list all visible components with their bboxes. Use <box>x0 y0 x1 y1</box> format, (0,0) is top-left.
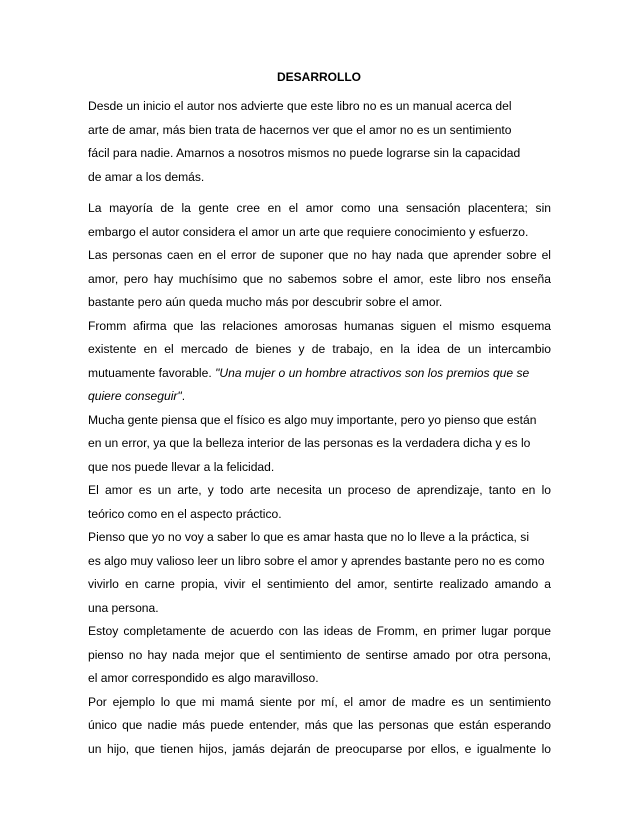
text-line <box>88 550 551 574</box>
text-line <box>88 221 551 245</box>
text-line <box>88 479 551 503</box>
line-text: Desde un inicio el autor nos advierte que este libro no es un manual acerca del <box>88 99 512 113</box>
paragraph <box>88 95 551 189</box>
line-text: que nos puede llevar a la felicidad. <box>88 459 275 474</box>
text-line <box>88 691 551 715</box>
line-text: embargo el autor considera el amor un arte que requiere conocimiento y esfuerzo. <box>88 224 529 239</box>
text-line <box>88 338 551 362</box>
text-line <box>88 644 551 668</box>
line-text: de amar a los demás. <box>88 169 205 184</box>
text-line <box>88 142 551 166</box>
line-text: mutuamente favorable. <box>88 365 212 380</box>
quote-text: quiere conseguir" <box>88 389 182 403</box>
line-text: en un error, ya que la belleza interior de las personas es la verdadera dicha y es lo <box>88 436 531 450</box>
text-line <box>88 385 551 409</box>
text-line <box>88 291 551 315</box>
text-line <box>88 409 551 433</box>
quote-text: "Una mujer o un hombre atractivos son los premios que se <box>215 365 530 380</box>
line-text: bastante pero aún queda mucho más por descubrir sobre el amor. <box>88 295 443 309</box>
line-text: teórico como en el aspecto práctico. <box>88 506 282 521</box>
text-line <box>88 268 551 292</box>
line-text: fácil para nadie. Amarnos a nosotros mismos no puede lograrse sin la capacidad <box>88 146 521 160</box>
line-text: La mayoría de la gente cree en el amor como una sensación placentera; sin <box>88 201 551 215</box>
line-text: Las personas caen en el error de suponer que no hay nada que aprender sobre el <box>88 248 551 262</box>
text-line <box>88 526 551 550</box>
line-suffix: . <box>181 389 186 403</box>
line-text: Estoy completamente de acuerdo con las ideas de Fromm, en primer lugar porque <box>88 624 551 638</box>
line-text: pienso no hay nada mejor que el sentimiento de sentirse amado por otra persona, <box>88 647 551 662</box>
page-title: DESARROLLO <box>277 70 361 84</box>
line-text: amor, pero hay muchísimo que no sabemos sobre el amor, este libro nos enseña <box>88 271 551 286</box>
line-text: existente en el mercado de bienes y de trabajo, en la idea de un intercambio <box>88 342 551 356</box>
text-line <box>88 197 551 221</box>
text-line <box>88 503 551 527</box>
text-line <box>88 119 551 143</box>
line-text: el amor correspondido es algo maravilloso. <box>88 671 319 685</box>
line-text: Pienso que yo no voy a saber lo que es amar hasta que no lo lleve a la práctica, si <box>88 530 530 544</box>
line-text: es algo muy valioso leer un libro sobre el amor y aprendes bastante pero no es como <box>88 553 545 568</box>
text-line <box>88 95 551 119</box>
line-text: Mucha gente piensa que el físico es algo muy importante, pero yo pienso que están <box>88 412 537 427</box>
paragraph <box>88 197 551 761</box>
line-text: El amor es un arte, y todo arte necesita un proceso de aprendizaje, tanto en lo <box>88 483 551 497</box>
text-line <box>88 714 551 738</box>
text-line <box>88 738 551 762</box>
text-line <box>88 620 551 644</box>
line-text: arte de amar, más bien trata de hacernos ver que el amor no es un sentimiento <box>88 122 512 137</box>
text-line <box>88 597 551 621</box>
line-text: una persona. <box>88 600 159 615</box>
text-line <box>88 432 551 456</box>
text-line <box>88 456 551 480</box>
text-line <box>88 315 551 339</box>
line-text: Fromm afirma que las relaciones amorosas humanas siguen el mismo esquema <box>88 318 551 333</box>
line-text: único que nadie más puede entender, más que las personas que están esperando <box>88 718 551 732</box>
line-text: un hijo, que tienen hijos, jamás dejarán de preocuparse por ellos, e igualmente lo <box>88 741 551 756</box>
text-line <box>88 667 551 691</box>
text-line <box>88 166 551 190</box>
text-line <box>88 244 551 268</box>
document-body <box>88 95 551 761</box>
text-line <box>88 573 551 597</box>
line-text: vivirlo en carne propia, vivir el sentimiento del amor, sentirte realizado amando a <box>88 577 551 591</box>
line-text: Por ejemplo lo que mi mamá siente por mí, el amor de madre es un sentimiento <box>88 694 551 709</box>
text-line <box>88 362 551 386</box>
